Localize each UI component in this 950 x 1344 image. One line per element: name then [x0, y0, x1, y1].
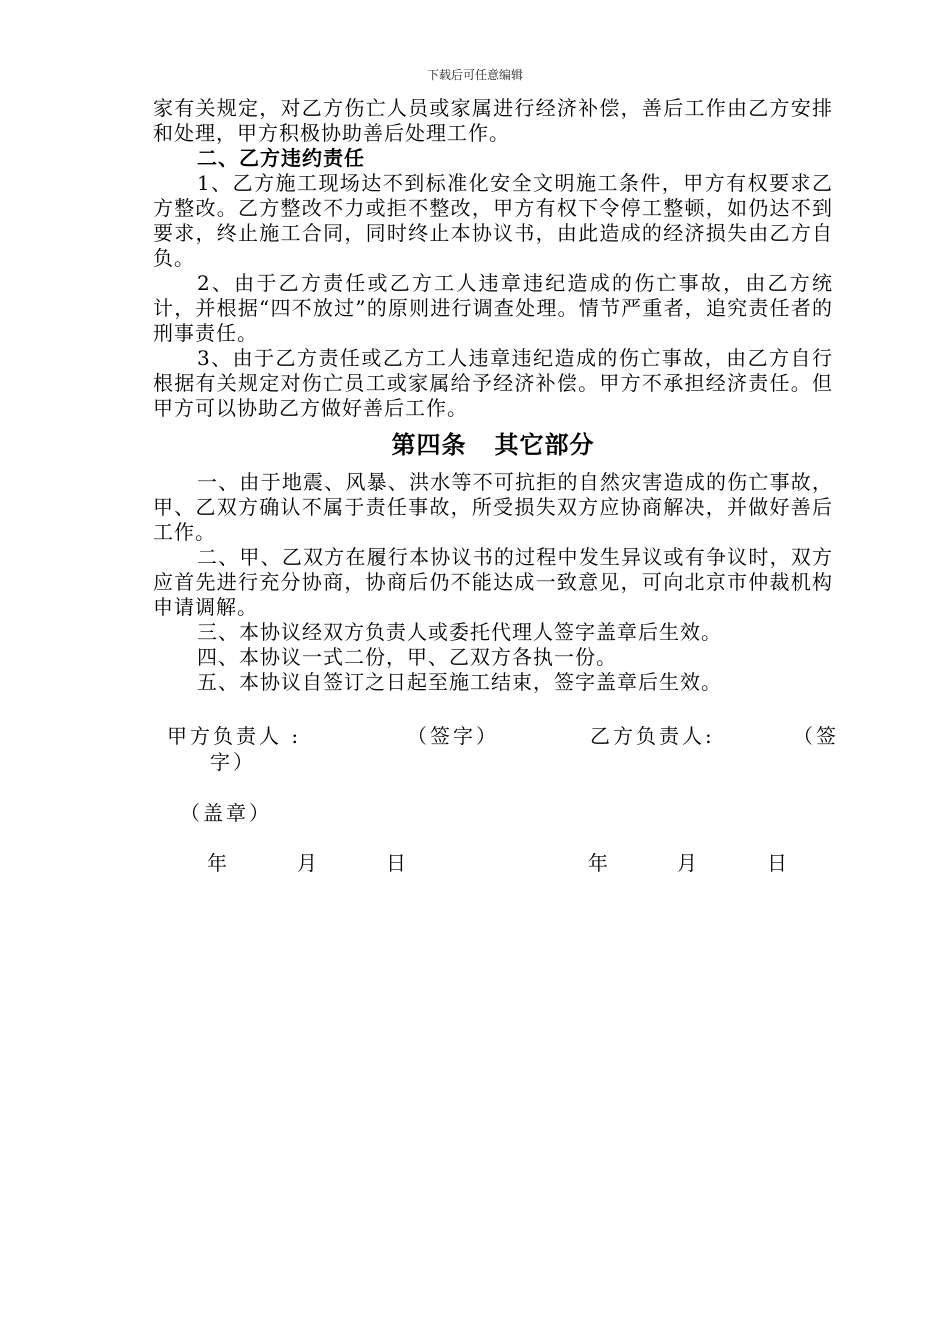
paragraph-effective: 三、本协议经双方负责人或委托代理人签字盖章后生效。	[197, 620, 722, 644]
paragraph-force-majeure: 一、由于地震、风暴、洪水等不可抗拒的自然灾害造成的伤亡事故，甲、乙双方确认不属于责任事故，所受损失双方应协商解决，并做好善后工作。	[153, 470, 833, 544]
party-b-day-label: 日	[767, 851, 787, 875]
paragraph-clause-3: 3、由于乙方责任或乙方工人违章违纪造成的伤亡事故，由乙方自行根据有关规定对伤亡员工或家属给予经济补偿。甲方不承担经济责任。但甲方可以协助乙方做好善后工作。	[153, 346, 833, 420]
paragraph-clause-1: 1、乙方施工现场达不到标准化安全文明施工条件，甲方有权要求乙方整改。乙方整改不力或拒不整改，甲方有权下令停工整顿，如仍达不到要求，终止施工合同，同时终止本协议书，由此造成的经济损失由乙方自负。	[153, 171, 833, 270]
party-b-month-label: 月	[677, 851, 697, 875]
party-a-day-label: 日	[386, 851, 406, 875]
date-row	[0, 847, 950, 877]
document-body	[153, 96, 833, 695]
paragraph-dispute: 二、甲、乙双方在履行本协议书的过程中发生异议或有争议时，双方应首先进行充分协商，协商后仍不能达成一致意见，可向北京市仲裁机构申请调解。	[153, 545, 833, 619]
party-a-sign-field: （签字）	[407, 724, 499, 748]
party-b-year-label: 年	[588, 851, 608, 875]
page-header-note: 下载后可任意编辑	[426, 68, 523, 82]
section-heading-party-b-liability: 二、乙方违约责任	[197, 146, 365, 170]
party-b-sign-field-open: （签	[793, 724, 839, 748]
seal-field: （盖章）	[180, 801, 272, 825]
signature-row	[153, 720, 839, 780]
paragraph-term: 五、本协议自签订之日起至施工结束，签字盖章后生效。	[197, 670, 722, 694]
party-a-year-label: 年	[207, 851, 227, 875]
party-a-signer-label: 甲方负责人 :	[167, 724, 302, 748]
paragraph-continuation: 家有关规定，对乙方伤亡人员或家属进行经济补偿，善后工作由乙方安排和处理，甲方积极协助善后处理工作。	[153, 96, 833, 145]
party-a-month-label: 月	[297, 851, 317, 875]
paragraph-copies: 四、本协议一式二份，甲、乙双方各执一份。	[197, 645, 617, 669]
paragraph-clause-2: 2、由于乙方责任或乙方工人违章违纪造成的伤亡事故，由乙方统计，并根据“四不放过”的原则进行调查处理。情节严重者，追究责任者的刑事责任。	[153, 271, 833, 345]
party-b-sign-field-close: 字）	[210, 750, 256, 774]
article-title: 第四条 其它部分	[391, 430, 595, 459]
party-b-signer-label: 乙方负责人:	[590, 724, 715, 748]
